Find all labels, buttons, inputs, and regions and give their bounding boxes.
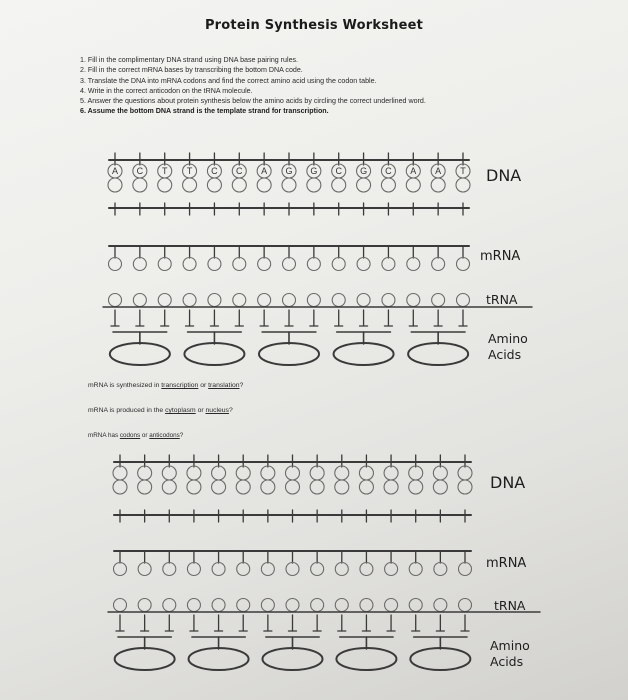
dna-top-base-circle xyxy=(212,466,226,480)
mrna-base-circle xyxy=(183,258,196,271)
trna-anticodon-circle xyxy=(357,294,370,307)
dna-bottom-base-circle xyxy=(310,480,324,494)
dna-bottom-base-circle xyxy=(286,480,300,494)
dna-bottom-base-circle xyxy=(162,480,176,494)
mrna-base-circle xyxy=(360,563,373,576)
mrna-base-circle xyxy=(307,258,320,271)
amino-acids-label-1-line1: Amino xyxy=(488,331,528,346)
dna-bottom-base-circle xyxy=(458,480,472,494)
trna-anticodon-circle xyxy=(212,599,225,612)
dna-bottom-base-circle xyxy=(138,480,152,494)
dna-top-base-circle xyxy=(113,466,127,480)
amino-acid-oval xyxy=(336,648,396,670)
dna-bottom-base-circle xyxy=(207,178,221,192)
trna-anticodon-circle xyxy=(407,294,420,307)
dna-base-letter: A xyxy=(261,166,268,176)
mrna-base-circle xyxy=(258,258,271,271)
dna-top-base-circle xyxy=(187,466,201,480)
dna-base-letter: G xyxy=(310,166,318,176)
option-anticodons[interactable]: anticodons xyxy=(149,432,180,439)
mrna-base-circle xyxy=(261,563,274,576)
amino-acid-oval xyxy=(408,343,468,365)
trna-anticodon-circle xyxy=(258,294,271,307)
option-transcription[interactable]: transcription xyxy=(161,382,199,389)
trna-anticodon-circle xyxy=(138,599,151,612)
dna-top-base-circle xyxy=(310,466,324,480)
mrna-base-circle xyxy=(407,258,420,271)
trna-anticodon-circle xyxy=(335,599,348,612)
mrna-base-circle xyxy=(382,258,395,271)
dna-top-base-circle xyxy=(359,466,373,480)
trna-anticodon-circle xyxy=(208,294,221,307)
instruction-6: 6. Assume the bottom DNA strand is the template strand for transcription. xyxy=(80,107,329,116)
trna-anticodon-circle xyxy=(385,599,398,612)
dna-base-letter: C xyxy=(335,166,342,176)
trna-anticodon-circle xyxy=(237,599,250,612)
amino-acid-oval xyxy=(259,343,319,365)
mrna-label-2: mRNA xyxy=(486,556,527,571)
mrna-strand-section-2 xyxy=(114,551,472,576)
instruction-4: 4. Write in the correct anticodon on the tRNA molecule. xyxy=(80,86,253,95)
amino-acid-oval xyxy=(334,343,394,365)
question-codons: mRNA has codons or anticodons? xyxy=(88,432,184,439)
trna-anticodon-circle xyxy=(459,599,472,612)
dna-top-base-circle xyxy=(458,466,472,480)
mrna-base-circle xyxy=(208,258,221,271)
trna-anticodon-circle xyxy=(261,599,274,612)
trna-anticodon-circle xyxy=(332,294,345,307)
dna-bottom-base-circle xyxy=(409,480,423,494)
mrna-base-circle xyxy=(233,258,246,271)
dna-top-base-circle xyxy=(335,466,349,480)
dna-top-base-circle xyxy=(286,466,300,480)
dna-base-letter: T xyxy=(460,166,466,176)
dna-base-letter: A xyxy=(435,166,442,176)
mrna-base-circle xyxy=(286,563,299,576)
dna-bottom-base-circle xyxy=(158,178,172,192)
page-title: Protein Synthesis Worksheet xyxy=(204,18,424,33)
dna-base-letter: C xyxy=(211,166,218,176)
trna-anticodon-circle xyxy=(158,294,171,307)
trna-anticodon-circle xyxy=(187,599,200,612)
mrna-base-circle xyxy=(357,258,370,271)
amino-acid-oval xyxy=(410,648,470,670)
question-transcription: mRNA is synthesized in transcription or translation? xyxy=(88,382,244,389)
dna-bottom-base-circle xyxy=(456,178,470,192)
dna-bottom-base-circle xyxy=(384,480,398,494)
dna-base-letter: G xyxy=(285,166,293,176)
trna-anticodon-circle xyxy=(457,294,470,307)
mrna-base-circle xyxy=(237,563,250,576)
trna-anticodon-circle xyxy=(109,294,122,307)
dna-base-letter: C xyxy=(136,166,144,176)
mrna-base-circle xyxy=(187,563,200,576)
dna-bottom-base-circle xyxy=(433,480,447,494)
trna-anticodon-circle xyxy=(133,294,146,307)
mrna-base-circle xyxy=(457,258,470,271)
option-nucleus[interactable]: nucleus xyxy=(205,407,229,414)
trna-label-2: tRNA xyxy=(494,598,526,613)
amino-acid-oval xyxy=(263,648,323,670)
dna-bottom-base-circle xyxy=(307,178,321,192)
dna-top-base-circle xyxy=(162,466,176,480)
mrna-base-circle xyxy=(385,563,398,576)
amino-acids-label-1-line2: Acids xyxy=(488,347,522,362)
dna-base-letter: C xyxy=(385,166,392,176)
trna-anticodon-circle xyxy=(311,599,324,612)
dna-bottom-base-circle xyxy=(381,178,395,192)
dna-top-base-circle xyxy=(384,466,398,480)
dna-bottom-base-circle xyxy=(108,178,122,192)
mrna-label-1: mRNA xyxy=(480,249,521,264)
mrna-strand-section-1 xyxy=(109,246,470,271)
amino-acids-label-2-line2: Acids xyxy=(490,654,524,669)
trna-anticodon-circle xyxy=(307,294,320,307)
dna-bottom-base-circle xyxy=(431,178,445,192)
trna-anticodon-circle xyxy=(283,294,296,307)
dna-bottom-base-circle xyxy=(261,480,275,494)
trna-anticodon-circle xyxy=(382,294,395,307)
trna-label-1: tRNA xyxy=(486,292,518,307)
option-cytoplasm[interactable]: cytoplasm xyxy=(165,407,196,414)
trna-anticodon-circle xyxy=(360,599,373,612)
mrna-base-circle xyxy=(311,563,324,576)
trna-anticodon-circle xyxy=(183,294,196,307)
mrna-base-circle xyxy=(114,563,127,576)
mrna-base-circle xyxy=(212,563,225,576)
dna-bottom-base-circle xyxy=(406,178,420,192)
dna-base-letter: G xyxy=(360,166,368,176)
mrna-base-circle xyxy=(133,258,146,271)
trna-anticodon-circle xyxy=(432,294,445,307)
dna-top-base-circle xyxy=(236,466,250,480)
dna-top-base-circle xyxy=(433,466,447,480)
trna-anticodon-circle xyxy=(163,599,176,612)
dna-top-base-circle xyxy=(409,466,423,480)
dna-top-base-circle xyxy=(138,466,152,480)
mrna-base-circle xyxy=(409,563,422,576)
instruction-1: 1. Fill in the complimentary DNA strand using DNA base pairing rules. xyxy=(80,56,299,64)
trna-anticodon-circle xyxy=(434,599,447,612)
dna-bottom-base-circle xyxy=(212,480,226,494)
dna-ladder-section-2 xyxy=(113,455,472,522)
amino-acid-oval xyxy=(115,648,175,670)
option-translation[interactable]: translation xyxy=(208,382,240,389)
amino-acid-oval xyxy=(184,343,244,365)
amino-acid-oval xyxy=(110,343,170,365)
dna-label-2: DNA xyxy=(490,473,526,492)
trna-anticodon-circle xyxy=(286,599,299,612)
trna-amino-section-2 xyxy=(108,599,540,671)
dna-bottom-base-circle xyxy=(133,178,147,192)
dna-bottom-base-circle xyxy=(187,480,201,494)
amino-acids-label-2-line1: Amino xyxy=(490,638,530,653)
dna-bottom-base-circle xyxy=(236,480,250,494)
dna-bottom-base-circle xyxy=(357,178,371,192)
option-codons[interactable]: codons xyxy=(119,432,141,439)
dna-bottom-base-circle xyxy=(257,178,271,192)
dna-base-letter: T xyxy=(186,166,193,176)
instruction-5: 5. Answer the questions about protein synthesis below the amino acids by circling the correct underlined word. xyxy=(80,97,426,106)
dna-bottom-base-circle xyxy=(335,480,349,494)
trna-amino-section-1 xyxy=(103,294,532,366)
dna-bottom-base-circle xyxy=(113,480,127,494)
mrna-base-circle xyxy=(332,258,345,271)
question-location: mRNA is produced in the cytoplasm or nucleus? xyxy=(88,407,233,414)
dna-bottom-base-circle xyxy=(359,480,373,494)
dna-base-letter: C xyxy=(236,166,243,176)
trna-anticodon-circle xyxy=(114,599,127,612)
dna-top-base-circle xyxy=(261,466,275,480)
mrna-base-circle xyxy=(432,258,445,271)
dna-base-letter: A xyxy=(111,166,119,176)
trna-anticodon-circle xyxy=(233,294,246,307)
dna-bottom-base-circle xyxy=(282,178,296,192)
dna-ladder-section-1 xyxy=(108,153,470,215)
mrna-base-circle xyxy=(283,258,296,271)
dna-bottom-base-circle xyxy=(232,178,246,192)
mrna-base-circle xyxy=(138,563,151,576)
mrna-base-circle xyxy=(109,258,122,271)
mrna-base-circle xyxy=(459,563,472,576)
instruction-2: 2. Fill in the correct mRNA bases by transcribing the bottom DNA code. xyxy=(80,66,303,75)
mrna-base-circle xyxy=(163,563,176,576)
dna-base-letter: T xyxy=(161,166,168,176)
mrna-base-circle xyxy=(335,563,348,576)
dna-bottom-base-circle xyxy=(183,178,197,192)
mrna-base-circle xyxy=(158,258,171,271)
amino-acid-oval xyxy=(189,648,249,670)
dna-bottom-base-circle xyxy=(332,178,346,192)
trna-anticodon-circle xyxy=(409,599,422,612)
instruction-3: 3. Translate the DNA into mRNA codons and find the correct amino acid using the codon table. xyxy=(80,76,377,85)
dna-label-1: DNA xyxy=(486,166,522,185)
mrna-base-circle xyxy=(434,563,447,576)
dna-base-letter: A xyxy=(410,166,417,176)
